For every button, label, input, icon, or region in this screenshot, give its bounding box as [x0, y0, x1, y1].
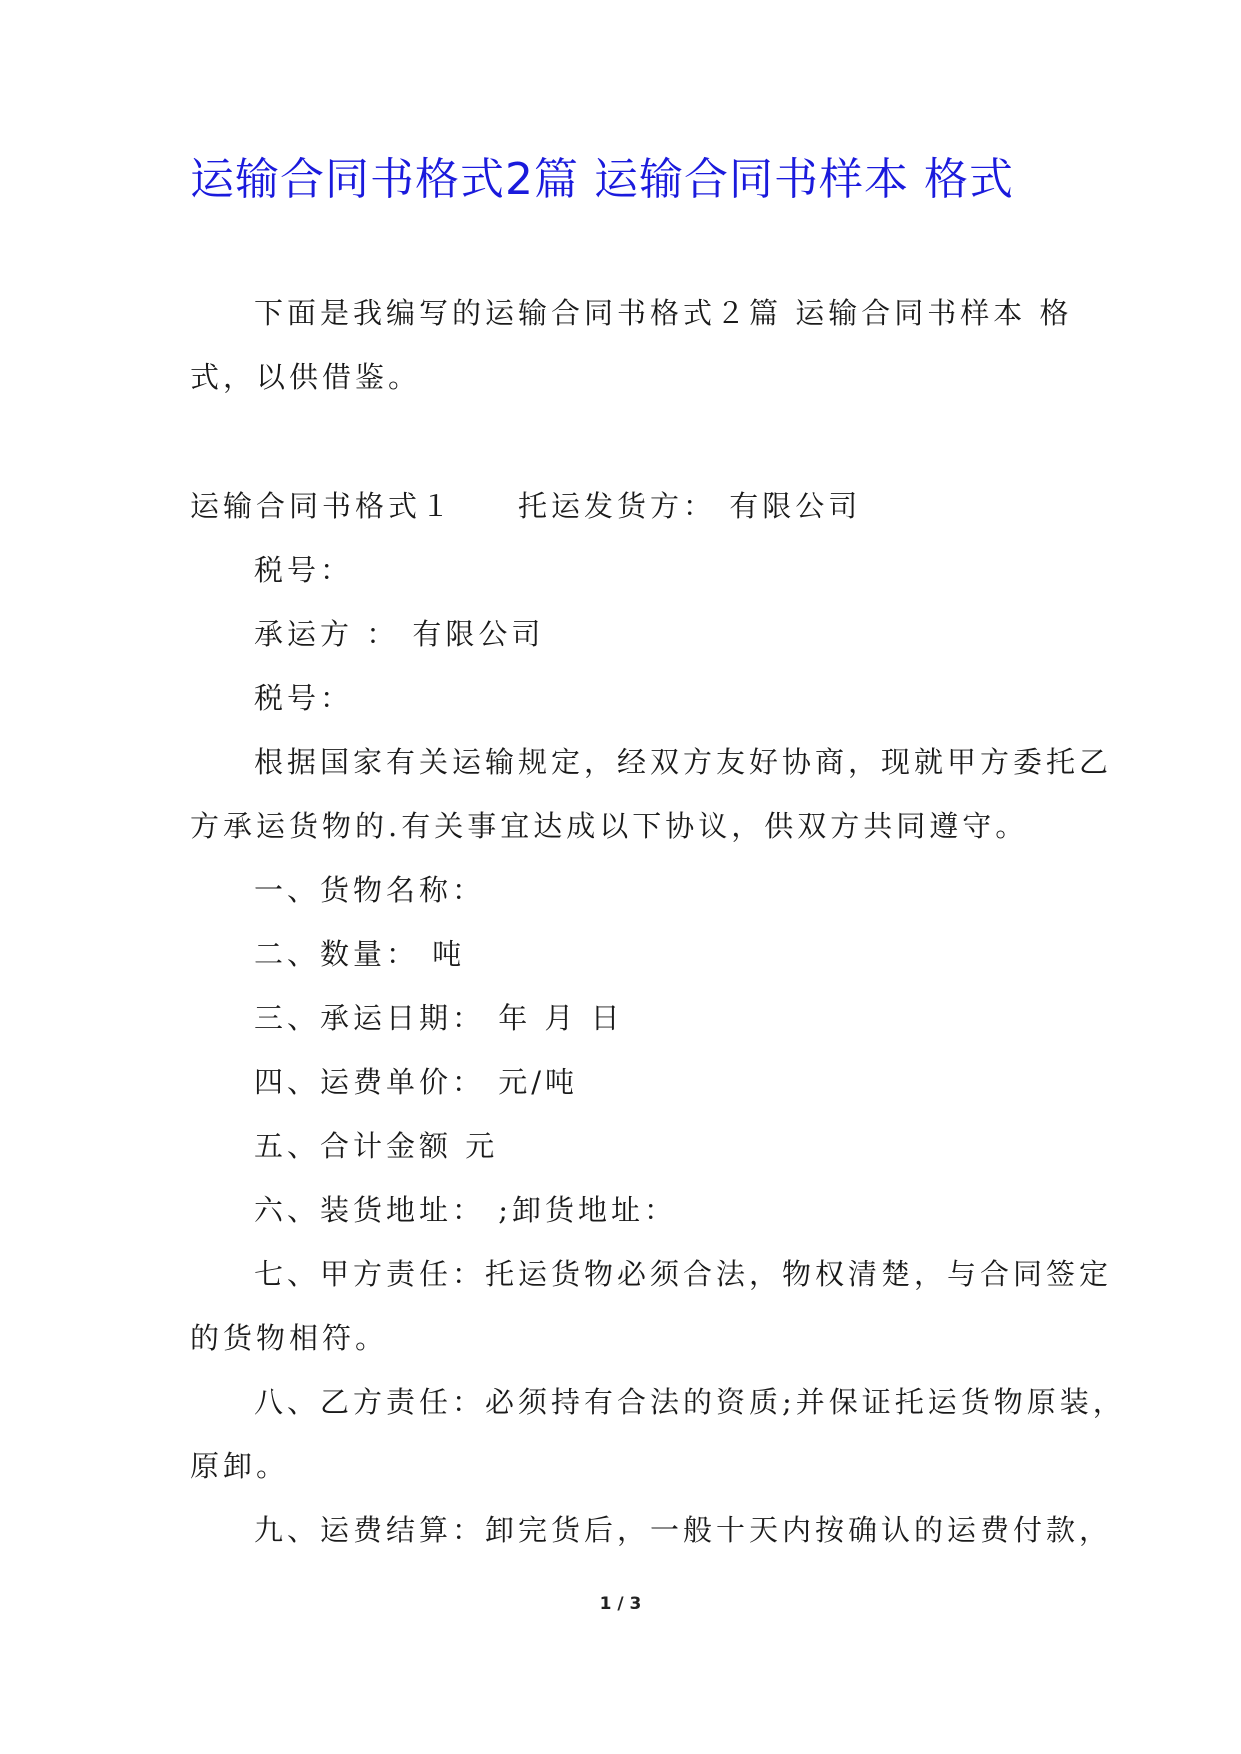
- clause-5: 五、合计金额 元: [254, 1129, 499, 1163]
- preamble-line-1: 根据国家有关运输规定，经双方友好协商，现就甲方委托乙: [254, 745, 1113, 779]
- preamble-line-2: 方承运货物的.有关事宜达成以下协议，供双方共同遵守。: [190, 809, 1029, 843]
- shipper-line: 托运发货方： 有限公司: [518, 489, 862, 523]
- shipper-tax-number: 税号：: [254, 553, 354, 587]
- carrier-line: 承运方 ： 有限公司: [254, 617, 545, 651]
- section-1-heading: 运输合同书格式１: [190, 489, 455, 523]
- carrier-tax-number: 税号：: [254, 681, 354, 715]
- clause-7-line-1: 七、甲方责任：托运货物必须合法，物权清楚，与合同签定: [254, 1257, 1113, 1291]
- intro-line-2: 式，以供借鉴。: [190, 360, 422, 394]
- clause-9-line-1: 九、运费结算：卸完货后，一般十天内按确认的运费付款，: [254, 1513, 1113, 1547]
- clause-8-line-1: 八、乙方责任：必须持有合法的资质;并保证托运货物原装，: [254, 1385, 1126, 1419]
- clause-8-line-2: 原卸。: [190, 1449, 290, 1483]
- clause-4: 四、运费单价： 元/吨: [254, 1065, 578, 1099]
- clause-7-line-2: 的货物相符。: [190, 1321, 389, 1355]
- clause-3: 三、承运日期： 年 月 日: [254, 1001, 624, 1035]
- page-number: 1 / 3: [599, 1594, 642, 1614]
- clause-1: 一、货物名称：: [254, 873, 486, 907]
- clause-2: 二、数量： 吨: [254, 937, 466, 971]
- document-title: 运输合同书格式2篇 运输合同书样本 格式: [190, 154, 1014, 205]
- section-1-heading-row: [190, 486, 861, 526]
- intro-line-1: 下面是我编写的运输合同书格式２篇 运输合同书样本 格: [254, 296, 1073, 330]
- clause-6: 六、装货地址： ;卸货地址：: [254, 1193, 677, 1227]
